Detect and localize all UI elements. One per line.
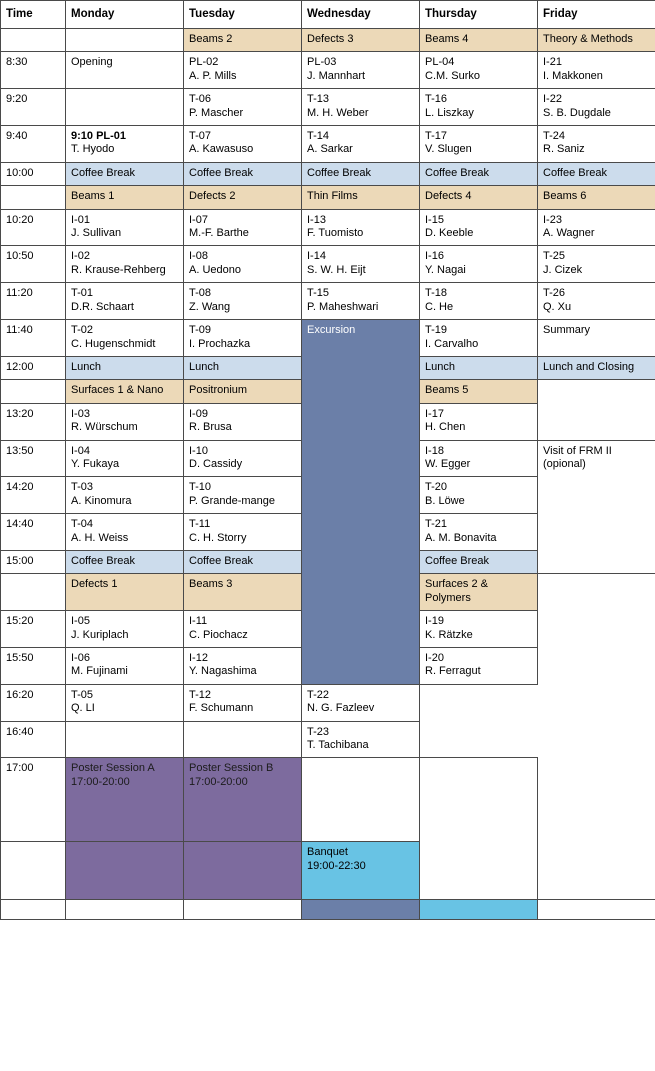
talk-code: I-02 <box>71 250 90 263</box>
time-cell-1120: 11:20 <box>1 283 66 320</box>
talk-monday-1620 <box>66 684 184 721</box>
talk-speaker: Y. Nagai <box>425 263 466 276</box>
footer-thursday-banquet-tail <box>420 900 538 920</box>
talk-thursday-1620 <box>302 684 420 721</box>
talk-code: T-23 <box>307 725 330 738</box>
footer-monday-blank <box>66 900 184 920</box>
talk-code: T-26 <box>543 287 566 300</box>
time-cell-1700: 17:00 <box>1 758 66 842</box>
talk-speaker: J. Sullivan <box>71 227 122 240</box>
talk-speaker: C.M. Surko <box>425 69 481 82</box>
session-wednesday-thin-films: Thin Films <box>302 186 420 209</box>
slot-row-1020 <box>1 209 655 246</box>
talk-thursday-1640 <box>302 721 420 758</box>
talk-monday-1020 <box>66 209 184 246</box>
talk-code: T-21 <box>425 518 448 531</box>
talk-thursday-1050 <box>420 246 538 283</box>
talk-speaker: F. Schumann <box>189 702 254 715</box>
poster-a-time: 17:00-20:00 <box>71 775 130 788</box>
talk-monday-1050 <box>66 246 184 283</box>
talk-code: T-07 <box>189 130 212 143</box>
talk-tuesday-0830 <box>184 52 302 89</box>
talk-speaker: Opening <box>71 56 113 69</box>
talk-tuesday-1120 <box>184 283 302 320</box>
talk-tuesday-1350 <box>184 440 302 477</box>
talk-code: 9:10 PL-01 <box>71 130 127 143</box>
talk-speaker: A. Wagner <box>543 227 595 240</box>
footer-wednesday-excursion-tail <box>302 900 420 920</box>
talk-code: I-06 <box>71 652 90 665</box>
talk-code: T-04 <box>71 518 94 531</box>
talk-speaker: I. Makkonen <box>543 69 603 82</box>
column-header-tuesday: Tuesday <box>184 1 302 29</box>
session-friday-theory-methods: Theory & Methods <box>538 29 655 52</box>
talk-speaker: P. Maheshwari <box>307 300 379 313</box>
talk-speaker: D. Keeble <box>425 227 474 240</box>
talk-monday-1350 <box>66 440 184 477</box>
talk-code: T-16 <box>425 93 448 106</box>
column-header-thursday: Thursday <box>420 1 538 29</box>
session-monday-defects1: Defects 1 <box>66 574 184 611</box>
talk-speaker: A. Kawasuso <box>189 143 254 156</box>
talk-tuesday-1050 <box>184 246 302 283</box>
talk-code: I-20 <box>425 652 444 665</box>
session-tuesday-beams2: Beams 2 <box>184 29 302 52</box>
session-friday-beams6: Beams 6 <box>538 186 655 209</box>
time-cell-1350: 13:50 <box>1 440 66 477</box>
session-tuesday-beams3: Beams 3 <box>184 574 302 611</box>
talk-friday-0920 <box>538 89 655 126</box>
banquet-time: 19:00-22:30 <box>307 859 366 872</box>
talk-tuesday-1420 <box>184 477 302 514</box>
column-header-time: Time <box>1 1 66 29</box>
talk-code: T-19 <box>425 324 448 337</box>
lunch-tuesday: Lunch <box>184 356 302 379</box>
column-header-monday: Monday <box>66 1 184 29</box>
talk-wednesday-0940 <box>302 126 420 163</box>
talk-tuesday-0920 <box>184 89 302 126</box>
talk-tuesday-1550 <box>184 648 302 685</box>
talk-speaker: R. Krause-Rehberg <box>71 263 166 276</box>
talk-friday-1050 <box>538 246 655 283</box>
talk-speaker: C. Piochacz <box>189 628 248 641</box>
poster-b-time: 17:00-20:00 <box>189 775 248 788</box>
slot-row-1140 <box>1 320 655 357</box>
talk-code: T-01 <box>71 287 94 300</box>
talk-code: T-03 <box>71 481 94 494</box>
talk-code: T-11 <box>189 518 211 531</box>
talk-wednesday-0830 <box>302 52 420 89</box>
lunch-monday: Lunch <box>66 356 184 379</box>
talk-monday-1420 <box>66 477 184 514</box>
talk-tuesday-0940 <box>184 126 302 163</box>
slot-row-1640 <box>1 721 655 758</box>
talk-code: I-10 <box>189 444 208 457</box>
slot-row-footer <box>1 900 655 920</box>
session-wednesday-defects3: Defects 3 <box>302 29 420 52</box>
session-thursday-beams4: Beams 4 <box>420 29 538 52</box>
talk-monday-1640 <box>66 721 184 758</box>
talk-speaker: I. Prochazka <box>189 337 251 350</box>
talk-monday-0830 <box>66 52 184 89</box>
talk-code: I-05 <box>71 615 90 628</box>
slot-row-0920 <box>1 89 655 126</box>
poster-session-a <box>66 758 184 842</box>
break-tuesday-1500: Coffee Break <box>184 550 302 573</box>
slot-row-1050 <box>1 246 655 283</box>
talk-speaker: Q. LI <box>71 702 95 715</box>
summary-friday: Summary <box>538 320 655 357</box>
time-cell-1420: 14:20 <box>1 477 66 514</box>
talk-code: I-17 <box>425 407 444 420</box>
talk-speaker: I. Carvalho <box>425 337 479 350</box>
talk-tuesday-1020 <box>184 209 302 246</box>
talk-monday-1550 <box>66 648 184 685</box>
break-thursday-1500: Coffee Break <box>420 550 538 573</box>
talk-speaker: P. Mascher <box>189 106 244 119</box>
talk-thursday-0830 <box>420 52 538 89</box>
talk-tuesday-1140 <box>184 320 302 357</box>
slot-row-0830 <box>1 52 655 89</box>
lunch-thursday: Lunch <box>420 356 538 379</box>
session-header-row-morning1 <box>1 29 655 52</box>
time-cell-1520: 15:20 <box>1 611 66 648</box>
break-friday: Coffee Break <box>538 162 655 185</box>
talk-speaker: H. Chen <box>425 421 466 434</box>
lunch-closing-friday: Lunch and Closing <box>538 356 655 379</box>
session-monday-surfaces1-nano: Surfaces 1 & Nano <box>66 380 184 403</box>
talk-thursday-1020 <box>420 209 538 246</box>
time-cell-blank <box>1 186 66 209</box>
talk-speaker: R. Saniz <box>543 143 585 156</box>
time-cell-0830: 8:30 <box>1 52 66 89</box>
break-monday: Coffee Break <box>66 162 184 185</box>
talk-monday-0920 <box>66 89 184 126</box>
talk-speaker: A. H. Weiss <box>71 531 129 544</box>
talk-code: I-16 <box>425 250 444 263</box>
talk-code: T-05 <box>71 688 94 701</box>
talk-speaker: Q. Xu <box>543 300 572 313</box>
talk-speaker: F. Tuomisto <box>307 227 364 240</box>
talk-speaker: J. Cizek <box>543 263 583 276</box>
poster-b-continued <box>184 842 302 900</box>
talk-code: T-15 <box>307 287 330 300</box>
time-cell-1020: 10:20 <box>1 209 66 246</box>
visit-frm2-friday: Visit of FRM II (opional) <box>538 440 655 574</box>
talk-code: T-25 <box>543 250 566 263</box>
talk-wednesday-0920 <box>302 89 420 126</box>
talk-thursday-1320 <box>420 403 538 440</box>
time-cell-1550: 15:50 <box>1 648 66 685</box>
talk-speaker: C. He <box>425 300 454 313</box>
talk-speaker: J. Kuriplach <box>71 628 129 641</box>
talk-speaker: K. Rätzke <box>425 628 473 641</box>
talk-code: I-01 <box>71 213 90 226</box>
footer-tuesday-blank <box>184 900 302 920</box>
time-cell-0940: 9:40 <box>1 126 66 163</box>
talk-code: I-07 <box>189 213 208 226</box>
talk-speaker: D.R. Schaart <box>71 300 134 313</box>
talk-speaker: M. H. Weber <box>307 106 369 119</box>
poster-a-title: Poster Session A <box>71 762 155 775</box>
break-tuesday: Coffee Break <box>184 162 302 185</box>
time-cell-0920: 9:20 <box>1 89 66 126</box>
talk-tuesday-1620 <box>184 684 302 721</box>
session-tuesday-positronium: Positronium <box>184 380 302 403</box>
talk-monday-0940 <box>66 126 184 163</box>
session-header-row-morning2 <box>1 186 655 209</box>
time-cell-1000: 10:00 <box>1 162 66 185</box>
talk-friday-0830 <box>538 52 655 89</box>
talk-code: I-11 <box>189 615 208 628</box>
talk-speaker: T. Hyodo <box>71 143 115 156</box>
talk-code: I-14 <box>307 250 326 263</box>
time-cell-1620: 16:20 <box>1 684 66 721</box>
session-thursday-surfaces2-polymers: Surfaces 2 & Polymers <box>420 574 538 611</box>
talk-monday-1120 <box>66 283 184 320</box>
time-cell-1320: 13:20 <box>1 403 66 440</box>
slot-row-banquet <box>1 842 655 900</box>
talk-code: PL-02 <box>189 56 219 69</box>
talk-friday-1020 <box>538 209 655 246</box>
talk-speaker: T. Tachibana <box>307 739 369 752</box>
talk-code: I-04 <box>71 444 90 457</box>
table-header-row <box>1 1 655 29</box>
talk-friday-0940 <box>538 126 655 163</box>
talk-thursday-1440 <box>420 514 538 551</box>
talk-code: PL-04 <box>425 56 455 69</box>
talk-thursday-1420 <box>420 477 538 514</box>
talk-wednesday-1050 <box>302 246 420 283</box>
talk-monday-1140 <box>66 320 184 357</box>
thursday-1700-blank <box>302 758 420 842</box>
banquet-title: Banquet <box>307 846 348 859</box>
talk-speaker: A. Sarkar <box>307 143 353 156</box>
break-thursday: Coffee Break <box>420 162 538 185</box>
talk-code: T-24 <box>543 130 566 143</box>
poster-a-continued <box>66 842 184 900</box>
talk-tuesday-1520 <box>184 611 302 648</box>
talk-code: I-21 <box>543 56 562 69</box>
slot-row-0940 <box>1 126 655 163</box>
talk-speaker: A. Kinomura <box>71 494 132 507</box>
time-cell-1500: 15:00 <box>1 550 66 573</box>
column-header-wednesday: Wednesday <box>302 1 420 29</box>
friday-1700-blank <box>420 758 538 900</box>
talk-speaker: D. Cassidy <box>189 457 243 470</box>
talk-tuesday-1320 <box>184 403 302 440</box>
talk-speaker: S. B. Dugdale <box>543 106 611 119</box>
talk-speaker: R. Ferragut <box>425 665 481 678</box>
talk-speaker: A. M. Bonavita <box>425 531 497 544</box>
footer-friday-blank <box>538 900 655 920</box>
talk-tuesday-1440 <box>184 514 302 551</box>
talk-speaker: Y. Fukaya <box>71 457 120 470</box>
talk-speaker: N. G. Fazleev <box>307 702 375 715</box>
excursion-block-wednesday: Excursion <box>302 320 420 685</box>
time-cell-1640: 16:40 <box>1 721 66 758</box>
talk-speaker: M.-F. Barthe <box>189 227 249 240</box>
talk-thursday-1120 <box>420 283 538 320</box>
talk-code: T-22 <box>307 688 330 701</box>
talk-speaker: M. Fujinami <box>71 665 128 678</box>
talk-speaker: P. Grande-mange <box>189 494 276 507</box>
slot-row-1620 <box>1 684 655 721</box>
talk-friday-1120 <box>538 283 655 320</box>
footer-time-blank <box>1 900 66 920</box>
talk-tuesday-1640 <box>184 721 302 758</box>
talk-speaker: R. Brusa <box>189 421 232 434</box>
talk-speaker: J. Mannhart <box>307 69 366 82</box>
time-cell-1200: 12:00 <box>1 356 66 379</box>
talk-thursday-1520 <box>420 611 538 648</box>
talk-speaker: S. W. H. Eijt <box>307 263 366 276</box>
talk-code: T-13 <box>307 93 330 106</box>
talk-monday-1320 <box>66 403 184 440</box>
session-tuesday-defects2: Defects 2 <box>184 186 302 209</box>
talk-speaker: A. P. Mills <box>189 69 237 82</box>
talk-thursday-0920 <box>420 89 538 126</box>
banquet-thursday <box>302 842 420 900</box>
session-monday-beams1: Beams 1 <box>66 186 184 209</box>
talk-thursday-0940 <box>420 126 538 163</box>
talk-speaker: Z. Wang <box>189 300 231 313</box>
friday-blank-afternoon <box>538 380 655 440</box>
talk-code: I-22 <box>543 93 562 106</box>
talk-code: T-09 <box>189 324 212 337</box>
session-thursday-defects4: Defects 4 <box>420 186 538 209</box>
slot-row-1120 <box>1 283 655 320</box>
talk-speaker: R. Würschum <box>71 421 138 434</box>
slot-row-1000-coffee <box>1 162 655 185</box>
time-cell-blank <box>1 380 66 403</box>
time-cell-1440: 14:40 <box>1 514 66 551</box>
talk-wednesday-1020 <box>302 209 420 246</box>
time-cell-blank <box>1 29 66 52</box>
talk-code: I-12 <box>189 652 208 665</box>
time-cell-blank <box>1 842 66 900</box>
time-cell-blank <box>1 574 66 611</box>
talk-speaker: L. Liszkay <box>425 106 474 119</box>
slot-row-1700 <box>1 758 655 842</box>
talk-speaker: Y. Nagashima <box>189 665 257 678</box>
talk-code: I-09 <box>189 407 208 420</box>
talk-code: I-03 <box>71 407 90 420</box>
talk-thursday-1550 <box>420 648 538 685</box>
talk-code: I-13 <box>307 213 326 226</box>
poster-session-b <box>184 758 302 842</box>
column-header-friday: Friday <box>538 1 655 29</box>
talk-code: I-19 <box>425 615 444 628</box>
talk-code: I-18 <box>425 444 444 457</box>
talk-wednesday-1120 <box>302 283 420 320</box>
talk-code: T-08 <box>189 287 212 300</box>
break-wednesday: Coffee Break <box>302 162 420 185</box>
talk-speaker: C. H. Storry <box>189 531 247 544</box>
talk-speaker: B. Löwe <box>425 494 465 507</box>
talk-code: T-02 <box>71 324 94 337</box>
talk-code: PL-03 <box>307 56 337 69</box>
session-monday-blank <box>66 29 184 52</box>
talk-code: T-17 <box>425 130 448 143</box>
talk-code: T-14 <box>307 130 330 143</box>
talk-thursday-1350 <box>420 440 538 477</box>
talk-speaker: W. Egger <box>425 457 471 470</box>
talk-code: T-10 <box>189 481 212 494</box>
talk-code: T-20 <box>425 481 448 494</box>
time-cell-1140: 11:40 <box>1 320 66 357</box>
talk-speaker: A. Uedono <box>189 263 241 276</box>
poster-b-title: Poster Session B <box>189 762 274 775</box>
talk-speaker: C. Hugenschmidt <box>71 337 156 350</box>
talk-speaker: V. Slugen <box>425 143 472 156</box>
talk-code: I-15 <box>425 213 444 226</box>
talk-code: I-08 <box>189 250 208 263</box>
talk-code: T-06 <box>189 93 212 106</box>
session-thursday-beams5: Beams 5 <box>420 380 538 403</box>
talk-code: I-23 <box>543 213 562 226</box>
time-cell-1050: 10:50 <box>1 246 66 283</box>
break-monday-1500: Coffee Break <box>66 550 184 573</box>
talk-code: T-12 <box>189 688 212 701</box>
talk-monday-1520 <box>66 611 184 648</box>
talk-thursday-1140 <box>420 320 538 357</box>
talk-monday-1440 <box>66 514 184 551</box>
talk-code: T-18 <box>425 287 448 300</box>
